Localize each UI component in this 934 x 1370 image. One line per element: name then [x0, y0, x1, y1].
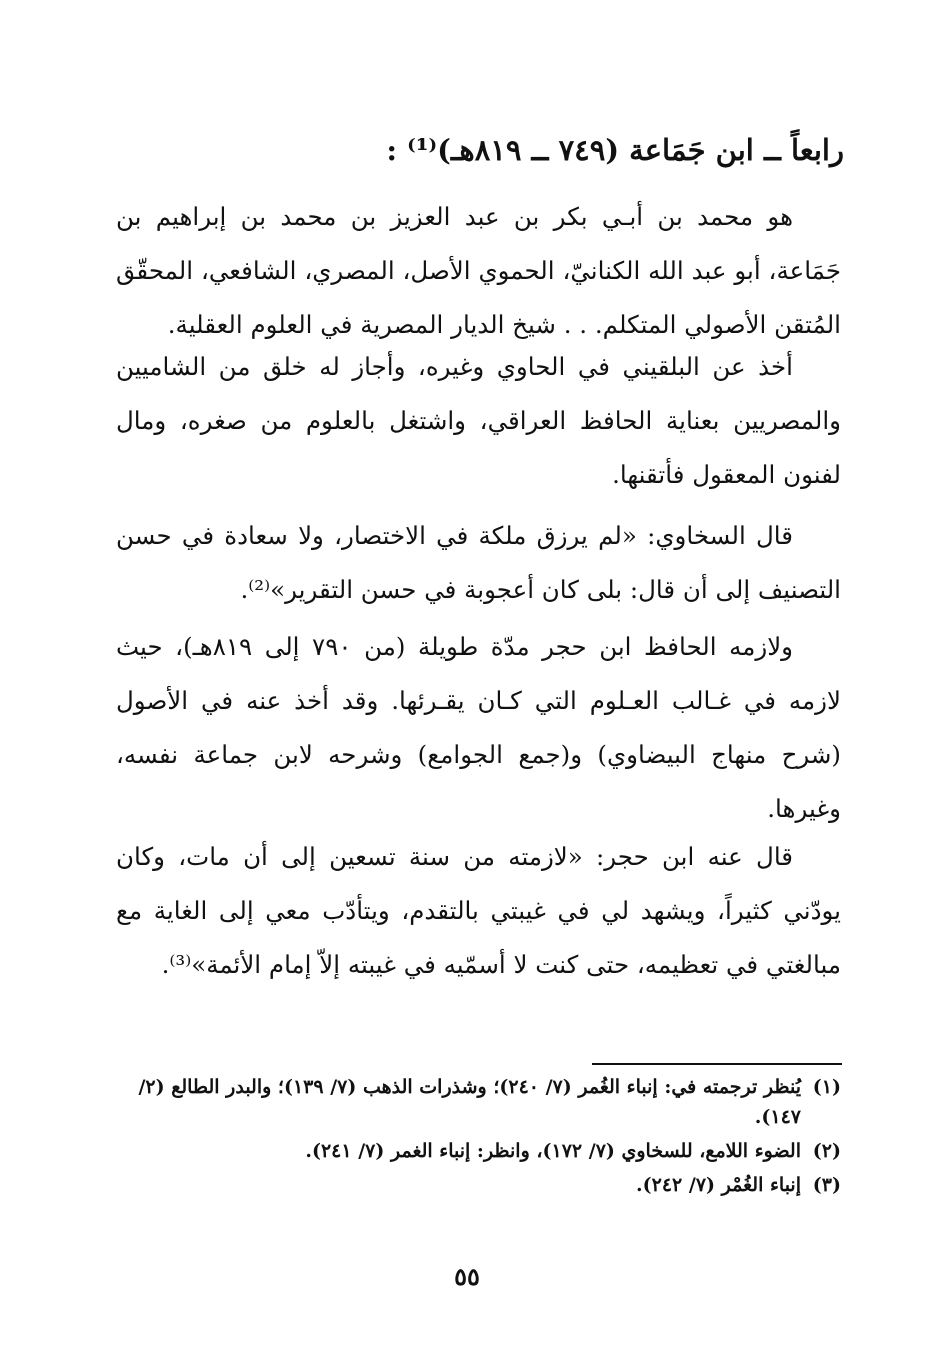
footnote-text: الضوء اللامع، للسخاوي (٧/ ١٧٢)، وانظر: إنباء الغمر (٧/ ٢٤١).: [305, 1140, 801, 1162]
footnote-number: (١): [812, 1076, 841, 1098]
footnote: [106, 1136, 841, 1166]
footnote: [106, 1072, 841, 1132]
footnote-number: (٢): [812, 1140, 841, 1162]
paragraph-text: ولازمه الحافظ ابن حجر مدّة طويلة (من ٧٩٠ إلى ٨١٩هـ)، حيث لازمه في غـالب العـلوم التي كـان يقـرئها. وقد أخذ عنه في الأصول (شرح منهاج البيضاوي) و(جمع الجوامع) وشرحه لابن جماعة نفسه، وغيرها.: [116, 632, 841, 823]
section-heading: رابعاً ــ ابن جَمَاعة (٧٤٩ ــ ٨١٩هـ)⁽¹⁾ :: [386, 133, 844, 167]
footnotes: [106, 1072, 841, 1204]
paragraph-text: هو محمد بن أبـي بكر بن عبد العزيز بن محمد بن إبراهيم بن جَمَاعة، أبو عبد الله الكنانيّ، الحموي الأصل، المصري، الشافعي، المحقّق المُتقن الأصولي المتكلم. . . شيخ الديار المصرية في العلوم العقلية.: [116, 202, 841, 339]
page-number: ٥٥: [454, 1262, 480, 1291]
paragraph-text: أخذ عن البلقيني في الحاوي وغيره، وأجاز له خلق من الشاميين والمصريين بعناية الحافظ العراقي، واشتغل بالعلوم من صغره، ومال لفنون المعقول فأتقنها.: [116, 352, 841, 489]
paragraph-text: قال عنه ابن حجر: «لازمته من سنة تسعين إلى أن مات، وكان يودّني كثيراً، ويشهد لي في غيبتي بالتقدم، ويتأدّب معي إلى الغاية مع مبالغتي في تعظيمه، حتى كنت لا أسمّيه في غيبته إلاّ إمام الأئمة»⁽³⁾.: [116, 842, 841, 979]
paragraph-ibn-hajar: [116, 620, 841, 836]
paragraph-sakhawi-quote: [116, 509, 841, 617]
paragraph-biography: [116, 190, 841, 352]
paragraph-ibn-hajar-quote: [116, 830, 841, 992]
footnote-text: إنباء الغُمْر (٧/ ٢٤٢).: [636, 1174, 801, 1196]
paragraph-text: قال السخاوي: «لم يرزق ملكة في الاختصار، ولا سعادة في حسن التصنيف إلى أن قال: بلى كان أعجوبة في حسن التقرير»⁽²⁾.: [116, 521, 841, 604]
paragraph-teachers: [116, 340, 841, 502]
footnote: [106, 1170, 841, 1200]
footnote-text: يُنظر ترجمته في: إنباء الغُمر (٧/ ٢٤٠)؛ وشذرات الذهب (٧/ ١٣٩)؛ والبدر الطالع (٢/ ١٤٧).: [138, 1076, 801, 1128]
footnote-divider: [592, 1063, 842, 1065]
footnote-number: (٣): [812, 1174, 841, 1196]
